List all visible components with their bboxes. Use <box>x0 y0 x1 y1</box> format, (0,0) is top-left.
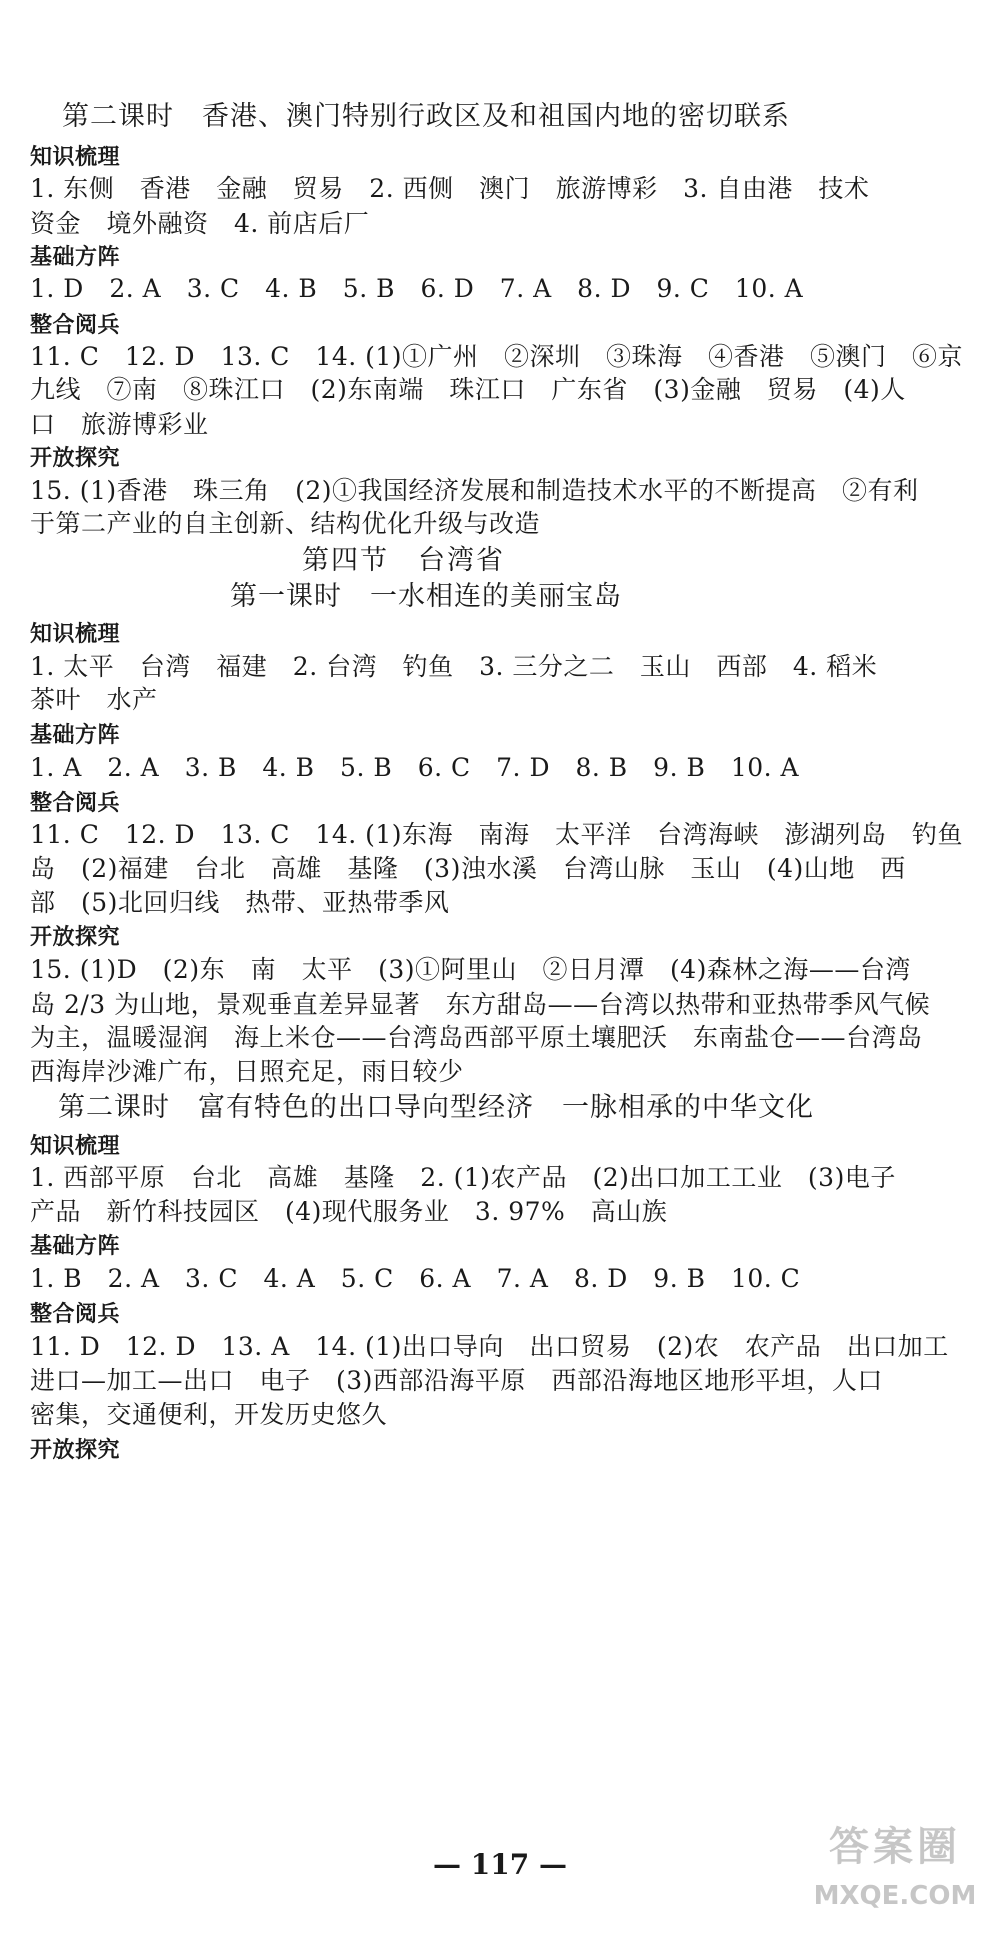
answer-line: 1. 东侧 香港 金融 贸易 2. 西侧 澳门 旅游博彩 3. 自由港 技术 <box>30 174 870 203</box>
answer-line: 1. D 2. A 3. C 4. B 5. B 6. D 7. A 8. D 9. C 10. A <box>30 274 804 303</box>
answer-line: 资金 境外融资 4. 前店后厂 <box>30 209 370 238</box>
watermark-url: MXQE.COM <box>813 1881 977 1911</box>
answer-line: 西海岸沙滩广布，日照充足，雨日较少 <box>30 1057 464 1086</box>
answer-line: 九线 ⑦南 ⑧珠江口 (2)东南端 珠江口 广东省 (3)金融 贸易 (4)人 <box>30 375 906 404</box>
section-heading: 开放探究 <box>30 446 121 471</box>
section-heading: 整合阅兵 <box>30 791 121 816</box>
answer-line: 11. C 12. D 13. C 14. (1)东海 南海 太平洋 台湾海峡 澎湖列岛 钓鱼 <box>30 820 964 849</box>
section-heading: 知识梳理 <box>30 145 121 170</box>
answer-line: 产品 新竹科技园区 (4)现代服务业 3. 97% 高山族 <box>30 1197 668 1226</box>
section-heading: 整合阅兵 <box>30 1302 121 1327</box>
answer-line: 岛 2/3 为山地，景观垂直差异显著 东方甜岛——台湾以热带和亚热带季风气候 <box>30 990 931 1019</box>
answer-line: 进口—加工—出口 电子 (3)西部沿海平原 西部沿海地区地形平坦，人口 <box>30 1366 883 1395</box>
section-heading: 开放探究 <box>30 1438 121 1463</box>
watermark-logo <box>800 1815 990 1925</box>
answer-line: 部 (5)北回归线 热带、亚热带季风 <box>30 888 450 917</box>
answer-line: 11. D 12. D 13. A 14. (1)出口导向 出口贸易 (2)农 农产品 出口加工 <box>30 1332 949 1361</box>
section-heading: 知识梳理 <box>30 622 121 647</box>
answer-line: 1. 西部平原 台北 高雄 基隆 2. (1)农产品 (2)出口加工工业 (3)电子 <box>30 1163 896 1192</box>
section-heading: 知识梳理 <box>30 1134 121 1159</box>
answer-line: 15. (1)D (2)东 南 太平 (3)①阿里山 ②日月潭 (4)森林之海——台湾 <box>30 955 911 984</box>
answer-line: 1. B 2. A 3. C 4. A 5. C 6. A 7. A 8. D 9. B 10. C <box>30 1264 801 1293</box>
section-heading: 整合阅兵 <box>30 313 121 338</box>
page-number: — 117 — <box>433 1848 567 1881</box>
answer-line: 于第二产业的自主创新、结构优化升级与改造 <box>30 509 541 538</box>
lesson-title: 第二课时 富有特色的出口导向型经济 一脉相承的中华文化 <box>58 1092 814 1123</box>
answer-line: 茶叶 水产 <box>30 685 158 714</box>
lesson-title: 第二课时 香港、澳门特别行政区及和祖国内地的密切联系 <box>62 101 790 132</box>
answer-line: 岛 (2)福建 台北 高雄 基隆 (3)浊水溪 台湾山脉 玉山 (4)山地 西 <box>30 854 906 883</box>
answer-line: 1. 太平 台湾 福建 2. 台湾 钓鱼 3. 三分之二 玉山 西部 4. 稻米 <box>30 652 878 681</box>
section-heading: 基础方阵 <box>30 723 121 748</box>
answer-line: 密集，交通便利，开发历史悠久 <box>30 1400 388 1429</box>
section-heading: 基础方阵 <box>30 245 121 270</box>
section-title: 第四节 台湾省 <box>302 545 505 576</box>
answer-line: 为主，温暖湿润 海上米仓——台湾岛西部平原土壤肥沃 东南盐仓——台湾岛 <box>30 1023 923 1052</box>
answer-line: 口 旅游博彩业 <box>30 410 209 439</box>
watermark-logo-text: 答案圈 <box>829 1824 961 1870</box>
lesson-title: 第一课时 一水相连的美丽宝岛 <box>230 581 622 612</box>
section-heading: 开放探究 <box>30 925 121 950</box>
section-heading: 基础方阵 <box>30 1234 121 1259</box>
answer-line: 11. C 12. D 13. C 14. (1)①广州 ②深圳 ③珠海 ④香港 ⑤澳门 ⑥京 <box>30 342 964 371</box>
answer-line: 15. (1)香港 珠三角 (2)①我国经济发展和制造技术水平的不断提高 ②有利 <box>30 476 919 505</box>
answer-line: 1. A 2. A 3. B 4. B 5. B 6. C 7. D 8. B 9. B 10. A <box>30 753 800 782</box>
